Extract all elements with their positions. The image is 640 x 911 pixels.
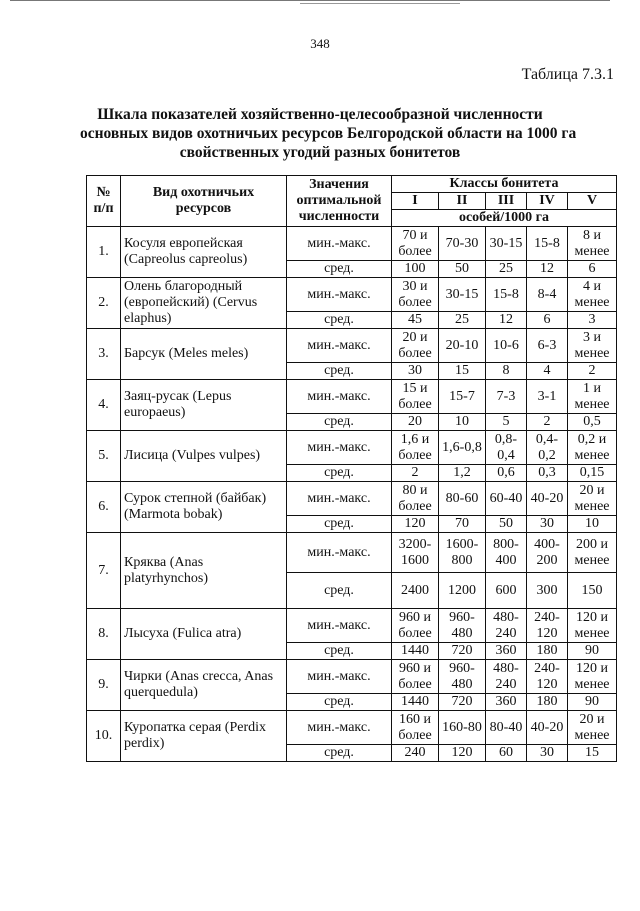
average-value-class-2: 25 <box>439 312 486 329</box>
minmax-value-class-5: 120 и менее <box>568 609 617 643</box>
average-value-class-1: 1440 <box>392 643 439 660</box>
average-value-class-3: 50 <box>486 516 527 533</box>
page-number: 348 <box>310 36 330 51</box>
species-name: Лысуха (Fulica atra) <box>121 609 287 660</box>
minmax-value-class-2: 160-80 <box>439 711 486 745</box>
value-type-minmax: мин.-макс. <box>287 660 392 694</box>
minmax-value-class-1: 160 и более <box>392 711 439 745</box>
row-number: 2. <box>87 278 121 329</box>
average-value-class-3: 5 <box>486 414 527 431</box>
table-row <box>87 278 617 312</box>
average-value-class-1: 2 <box>392 465 439 482</box>
average-value-class-1: 20 <box>392 414 439 431</box>
table-title-line: свойственных угодий разных бонитетов <box>179 144 461 161</box>
table-row <box>87 227 617 261</box>
value-type-average: сред. <box>287 414 392 431</box>
minmax-value-class-5: 4 и менее <box>568 278 617 312</box>
minmax-value-class-3: 480-240 <box>486 660 527 694</box>
minmax-value-class-4: 240-120 <box>527 609 568 643</box>
minmax-value-class-2: 20-10 <box>439 329 486 363</box>
minmax-value-class-2: 1600-800 <box>439 533 486 573</box>
average-value-class-3: 360 <box>486 694 527 711</box>
header-class-label: V <box>568 193 617 210</box>
minmax-value-class-1: 15 и более <box>392 380 439 414</box>
table-label: Таблица 7.3.1 <box>521 66 614 83</box>
minmax-value-class-3: 0,8-0,4 <box>486 431 527 465</box>
minmax-value-class-3: 15-8 <box>486 278 527 312</box>
minmax-value-class-2: 960-480 <box>439 660 486 694</box>
row-number: 10. <box>87 711 121 762</box>
row-number: 3. <box>87 329 121 380</box>
average-value-class-4: 30 <box>527 516 568 533</box>
minmax-value-class-4: 400-200 <box>527 533 568 573</box>
header-class-label: I <box>392 193 439 210</box>
average-value-class-1: 2400 <box>392 573 439 609</box>
minmax-value-class-2: 960-480 <box>439 609 486 643</box>
species-name: Кряква (Anas platyrhynchos) <box>121 533 287 609</box>
row-number: 6. <box>87 482 121 533</box>
average-value-class-4: 12 <box>527 261 568 278</box>
minmax-value-class-3: 80-40 <box>486 711 527 745</box>
average-value-class-3: 12 <box>486 312 527 329</box>
average-value-class-1: 45 <box>392 312 439 329</box>
average-value-class-4: 6 <box>527 312 568 329</box>
row-number: 9. <box>87 660 121 711</box>
average-value-class-1: 240 <box>392 745 439 762</box>
average-value-class-2: 70 <box>439 516 486 533</box>
average-value-class-5: 90 <box>568 694 617 711</box>
average-value-class-1: 1440 <box>392 694 439 711</box>
average-value-class-5: 15 <box>568 745 617 762</box>
average-value-class-2: 1200 <box>439 573 486 609</box>
minmax-value-class-5: 200 и менее <box>568 533 617 573</box>
table-row <box>87 329 617 363</box>
species-name: Куропатка серая (Perdix perdix) <box>121 711 287 762</box>
average-value-class-1: 30 <box>392 363 439 380</box>
average-value-class-3: 360 <box>486 643 527 660</box>
table-body <box>87 227 617 762</box>
average-value-class-2: 720 <box>439 694 486 711</box>
header-class-label: II <box>439 193 486 210</box>
header-class-label: IV <box>527 193 568 210</box>
value-type-average: сред. <box>287 643 392 660</box>
average-value-class-2: 120 <box>439 745 486 762</box>
bonitet-scale-table <box>86 175 617 762</box>
average-value-class-2: 10 <box>439 414 486 431</box>
minmax-value-class-2: 80-60 <box>439 482 486 516</box>
minmax-value-class-3: 30-15 <box>486 227 527 261</box>
table-title-line: основных видов охотничьих ресурсов Белгородской области на 1000 га <box>80 125 577 142</box>
value-type-minmax: мин.-макс. <box>287 609 392 643</box>
species-name: Сурок степной (байбак) (Marmota bobak) <box>121 482 287 533</box>
row-number: 8. <box>87 609 121 660</box>
row-number: 7. <box>87 533 121 609</box>
average-value-class-1: 120 <box>392 516 439 533</box>
minmax-value-class-1: 30 и более <box>392 278 439 312</box>
average-value-class-3: 25 <box>486 261 527 278</box>
table-row <box>87 609 617 643</box>
average-value-class-1: 100 <box>392 261 439 278</box>
minmax-value-class-4: 3-1 <box>527 380 568 414</box>
average-value-class-5: 3 <box>568 312 617 329</box>
table-row <box>87 533 617 573</box>
minmax-value-class-3: 10-6 <box>486 329 527 363</box>
minmax-value-class-2: 70-30 <box>439 227 486 261</box>
species-name: Олень благородный (европейский) (Cervus elaphus) <box>121 278 287 329</box>
average-value-class-5: 150 <box>568 573 617 609</box>
average-value-class-4: 4 <box>527 363 568 380</box>
minmax-value-class-1: 70 и более <box>392 227 439 261</box>
value-type-minmax: мин.-макс. <box>287 431 392 465</box>
minmax-value-class-2: 30-15 <box>439 278 486 312</box>
table-row <box>87 431 617 465</box>
minmax-value-class-1: 960 и более <box>392 660 439 694</box>
minmax-value-class-3: 800-400 <box>486 533 527 573</box>
average-value-class-3: 8 <box>486 363 527 380</box>
species-name: Чирки (Anas crecca, Anas querquedula) <box>121 660 287 711</box>
value-type-minmax: мин.-макс. <box>287 482 392 516</box>
minmax-value-class-5: 20 и менее <box>568 711 617 745</box>
average-value-class-4: 2 <box>527 414 568 431</box>
table-title-line: Шкала показателей хозяйственно-целесообразной численности <box>97 106 543 123</box>
row-number: 4. <box>87 380 121 431</box>
species-name: Барсук (Meles meles) <box>121 329 287 380</box>
value-type-average: сред. <box>287 745 392 762</box>
header-class-label: III <box>486 193 527 210</box>
value-type-average: сред. <box>287 573 392 609</box>
average-value-class-2: 15 <box>439 363 486 380</box>
value-type-average: сред. <box>287 312 392 329</box>
minmax-value-class-5: 8 и менее <box>568 227 617 261</box>
value-type-average: сред. <box>287 694 392 711</box>
minmax-value-class-5: 0,2 и менее <box>568 431 617 465</box>
header-values: Значения оптимальной численности <box>287 176 392 227</box>
top-scan-rule-secondary <box>300 3 460 4</box>
average-value-class-4: 180 <box>527 643 568 660</box>
value-type-average: сред. <box>287 363 392 380</box>
minmax-value-class-5: 120 и менее <box>568 660 617 694</box>
average-value-class-4: 30 <box>527 745 568 762</box>
row-number: 5. <box>87 431 121 482</box>
average-value-class-4: 180 <box>527 694 568 711</box>
table-row <box>87 380 617 414</box>
minmax-value-class-1: 1,6 и более <box>392 431 439 465</box>
average-value-class-2: 1,2 <box>439 465 486 482</box>
species-name: Лисица (Vulpes vulpes) <box>121 431 287 482</box>
minmax-value-class-4: 40-20 <box>527 711 568 745</box>
value-type-average: сред. <box>287 516 392 533</box>
average-value-class-5: 6 <box>568 261 617 278</box>
table-row <box>87 482 617 516</box>
minmax-value-class-4: 8-4 <box>527 278 568 312</box>
minmax-value-class-1: 80 и более <box>392 482 439 516</box>
minmax-value-class-1: 3200-1600 <box>392 533 439 573</box>
species-name: Заяц-русак (Lepus europaeus) <box>121 380 287 431</box>
header-num: № п/п <box>87 176 121 227</box>
table-title <box>80 105 577 162</box>
table-row <box>87 711 617 745</box>
minmax-value-class-3: 480-240 <box>486 609 527 643</box>
average-value-class-5: 0,5 <box>568 414 617 431</box>
header-species: Вид охотничьих ресурсов <box>121 176 287 227</box>
value-type-minmax: мин.-макс. <box>287 380 392 414</box>
average-value-class-3: 600 <box>486 573 527 609</box>
average-value-class-4: 0,3 <box>527 465 568 482</box>
minmax-value-class-2: 15-7 <box>439 380 486 414</box>
minmax-value-class-4: 15-8 <box>527 227 568 261</box>
minmax-value-class-2: 1,6-0,8 <box>439 431 486 465</box>
average-value-class-5: 90 <box>568 643 617 660</box>
value-type-minmax: мин.-макс. <box>287 533 392 573</box>
minmax-value-class-1: 960 и более <box>392 609 439 643</box>
average-value-class-4: 300 <box>527 573 568 609</box>
average-value-class-5: 2 <box>568 363 617 380</box>
average-value-class-5: 10 <box>568 516 617 533</box>
value-type-minmax: мин.-макс. <box>287 227 392 261</box>
value-type-minmax: мин.-макс. <box>287 278 392 312</box>
average-value-class-2: 720 <box>439 643 486 660</box>
minmax-value-class-1: 20 и более <box>392 329 439 363</box>
minmax-value-class-4: 240-120 <box>527 660 568 694</box>
value-type-average: сред. <box>287 261 392 278</box>
species-name: Косуля европейская (Capreolus capreolus) <box>121 227 287 278</box>
minmax-value-class-4: 6-3 <box>527 329 568 363</box>
minmax-value-class-4: 0,4-0,2 <box>527 431 568 465</box>
header-unit: особей/1000 га <box>392 210 617 227</box>
average-value-class-3: 0,6 <box>486 465 527 482</box>
minmax-value-class-5: 20 и менее <box>568 482 617 516</box>
top-scan-rule <box>10 0 610 1</box>
row-number: 1. <box>87 227 121 278</box>
value-type-minmax: мин.-макс. <box>287 711 392 745</box>
minmax-value-class-5: 1 и менее <box>568 380 617 414</box>
minmax-value-class-3: 7-3 <box>486 380 527 414</box>
minmax-value-class-3: 60-40 <box>486 482 527 516</box>
average-value-class-2: 50 <box>439 261 486 278</box>
header-classes: Классы бонитета <box>392 176 617 193</box>
average-value-class-5: 0,15 <box>568 465 617 482</box>
table-row <box>87 660 617 694</box>
value-type-minmax: мин.-макс. <box>287 329 392 363</box>
value-type-average: сред. <box>287 465 392 482</box>
average-value-class-3: 60 <box>486 745 527 762</box>
minmax-value-class-4: 40-20 <box>527 482 568 516</box>
minmax-value-class-5: 3 и менее <box>568 329 617 363</box>
